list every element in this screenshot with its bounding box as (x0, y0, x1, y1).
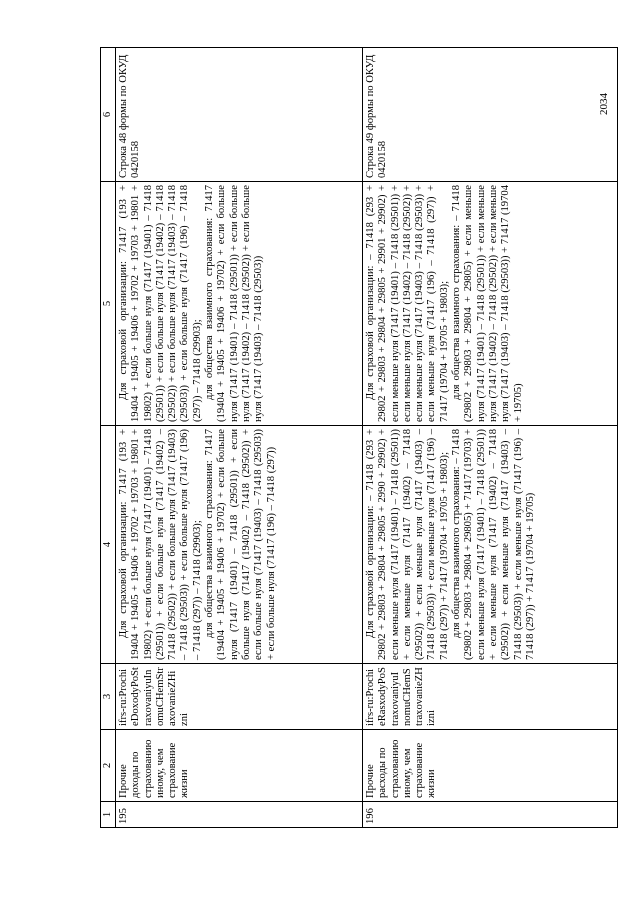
formula-old-part1: Для страховой организации: – 71418 (293 + 29802 + 29803 + 29804 + 29805 + 2990 + 29902) + если меньше нуля (71417 (19401) – 71418 (29501)) + если меньше нуля (71417 (19402) – 71418 (29502)) + если меньше нуля (71417 (19403) – 71418 (29503)) + если меньше нуля (71417 (196) – 71418 (297)) + 71417 (19704 + 19705 + 19803); (365, 429, 450, 660)
table-row (116, 48, 363, 828)
formula-old-part2: для общества взаимного страхования: 71417 (19404 + 19405 + 19406 + 19702) + если больше нуля (71417 (19401) – 71418 (29501)) + если больше нуля (71417 (19402) – 71418 (29502)) + если больше нуля (71417 (19403) – 71418 (29503)) + если больше нуля (71417 (196) – 71418 (297)) (204, 429, 277, 660)
row-element: ifrs-ru:ProchieRasxodyPoStraxovaniyuInomuCHemStraxovanieZHizni (363, 664, 618, 730)
row-formula-new (116, 182, 363, 426)
formula-new-part2: для общества взаимного страхования: 71417 (19404 + 19405 + 19406 + 19702) + если больше нуля (71417 (19401) – 71418 (29501)) + если больше нуля (71417 (19402) – 71418 (29502)) + если больше нуля (71417 (19403) – 71418 (29503)) (204, 185, 265, 422)
header-cell-5: 5 (101, 182, 116, 426)
formula-new-part1: Для страховой организации: 71417 (193 + 19404 + 19405 + 19406 + 19702 + 19703 + 19801 + 19802) + если больше нуля (71417 (19401) – 71418 (29501)) + если больше нуля (71417 (19402) – 71418 (29502)) + если больше нуля (71417 (19403) – 71418 (29503)) + если больше нуля (71417 (196) – 71418 (297)) – 71418 (29903); (118, 185, 203, 422)
row-formula-old (363, 426, 618, 664)
header-cell-1: 1 (101, 802, 116, 828)
row-formula-old (116, 426, 363, 664)
row-name: Прочие доходы по страхованию иному, чем страхование жизни (116, 730, 363, 802)
row-name: Прочие расходы по страхованию иному, чем страхование жизни (363, 730, 618, 802)
row-source: Строка 49 формы по ОКУД 0420158 (363, 48, 618, 182)
formula-new-part2: для общества взаимного страхования: – 71418 (29802 + 29803 + 29804 + 29805) + если меньше нуля (71417 (19401) – 71418 (29501)) + если меньше нуля (71417 (19402) – 71418 (29502)) + если меньше нуля (71417 (19403) – 71418 (29503)) + 71417 (19704 + 19705) (451, 185, 524, 422)
row-element: ifrs-ru:ProchieDoxodyPoStraxovaniyuInomuCHemStraxovanieZHizni (116, 664, 363, 730)
mapping-table (100, 47, 618, 828)
header-cell-4: 4 (101, 426, 116, 664)
row-source: Строка 48 формы по ОКУД 0420158 (116, 48, 363, 182)
row-formula-new (363, 182, 618, 426)
header-cell-3: 3 (101, 664, 116, 730)
row-number: 196 (363, 802, 618, 828)
header-cell-2: 2 (101, 730, 116, 802)
formula-old-part1: Для страховой организации: 71417 (193 + 19404 + 19405 + 19406 + 19702 + 19703 + 19801 + 19802) + если больше нуля (71417 (19401) – 71418 (29501)) + если больше нуля (71417 (19402) – 71418 (29502)) + если больше нуля (71417 (19403) – 71418 (29503)) + если больше нуля (71417 (196) – 71418 (297)) – 71418 (29903); (118, 429, 203, 660)
header-cell-6: 6 (101, 48, 116, 182)
formula-old-part2: для общества взаимного страхования: – 71418 (29802 + 29803 + 29804 + 29805) + 71417 (19703) + если меньше нуля (71417 (19401) – 71418 (29501)) + если меньше нуля (71417 (19402) – 71418 (29502)) + если меньше нуля (71417 (19403) – 71418 (29503)) + если меньше нуля (71417 (196) – 71418 (297)) + 71417 (19704 + 19705) (451, 429, 536, 660)
row-number: 195 (116, 802, 363, 828)
formula-new-part1: Для страховой организации: – 71418 (293 + 29802 + 29803 + 29804 + 29805 + 29901 + 29902) + если меньше нуля (71417 (19401) – 71418 (29501)) + если меньше нуля (71417 (19402) – 71418 (29502)) + если меньше нуля (71417 (19403) – 71418 (29503)) + если меньше нуля (71417 (196) – 71418 (297)) + 71417 (19704 + 19705 + 19803); (365, 185, 450, 422)
header-row (101, 48, 116, 828)
page-number: 2034 (598, 93, 610, 115)
table-row (363, 48, 618, 828)
rotated-table-sheet (100, 48, 618, 828)
